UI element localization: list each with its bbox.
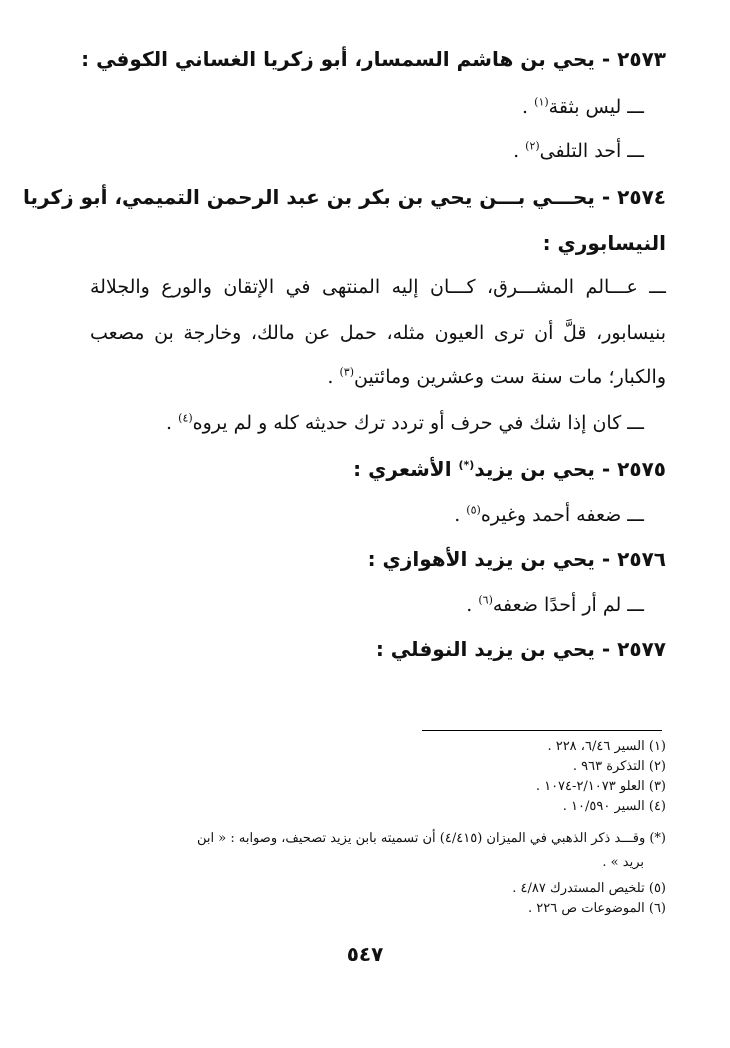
entry-2577-heading: ٢٥٧٧ - يحي بن يزيد النوفلي : — [375, 637, 666, 661]
entry-2576-line-1 — [90, 590, 644, 620]
entry-2575-line-1-end: . — [454, 504, 467, 526]
entry-2574-heading-line-1: ٢٥٧٤ - يحـــي بـــن يحي بن بكر بن عبد الرحمن التميمي، أبو زكريا — [23, 185, 666, 209]
entry-2575-line-1 — [90, 500, 644, 530]
footnote-ref-6: (٦) — [478, 593, 493, 607]
footnote-5: (٥) تلخيص المستدرك ٤/٨٧ . — [512, 881, 666, 896]
footnote-ref-1: (١) — [534, 95, 549, 109]
entry-2576-line-1-text: ـــ لم أر أحدًا ضعفه — [492, 594, 644, 616]
footnote-4: (٤) السير ١٠/٥٩٠ . — [562, 799, 666, 814]
footnote-ref-4: (٤) — [178, 411, 193, 425]
footnote-6: (٦) الموضوعات ص ٢٢٦ . — [528, 901, 666, 916]
entry-2574-para-1-line-3-text: والكبار؛ مات سنة ست وعشرين ومائتين — [354, 366, 666, 388]
page-number: ٥٤٧ — [346, 942, 384, 966]
entry-2574-para-2-end: . — [166, 412, 179, 434]
entry-2575-line-1-text: ـــ ضعفه أحمد وغيره — [480, 504, 644, 526]
entry-2576-heading: ٢٥٧٦ - يحي بن يزيد الأهوازي : — [367, 547, 666, 571]
footnote-star-line-1: (*) وقـــد ذكر الذهبي في الميزان (٤/٤١٥) أن تسميته بابن يزيد تصحيف، وصوابه : « ابن — [197, 831, 666, 846]
entry-2574-para-1-line-1: ـــ عـــالم المشـــرق، كـــان إليه المنتهى في الإتقان والورع والجلالة — [90, 276, 666, 298]
entry-2575-heading-rest: الأشعري : — [353, 457, 459, 481]
entry-2574-para-1-end: . — [327, 366, 340, 388]
footnote-ref-star: (*) — [458, 458, 475, 472]
entry-2574-para-1-line-2: بنيسابور، قلَّ أن ترى العيون مثله، حمل عن مالك، وخارجة بن مصعب — [90, 322, 666, 344]
entry-2573-line-1 — [90, 92, 644, 122]
footnote-star-line-2: بريد » . — [602, 855, 644, 870]
footnote-2: (٢) التذكرة ٩٦٣ . — [572, 759, 666, 774]
entry-2574-heading-line-2: النيسابوري : — [542, 231, 666, 255]
entry-2573-line-2 — [90, 136, 644, 166]
footnote-1: (١) السير ٦/٤٦، ٢٢٨ . — [547, 739, 666, 754]
footnote-ref-3: (٣) — [339, 365, 354, 379]
entry-2573-line-1-text: ـــ ليس بثقة — [548, 96, 644, 118]
footnote-ref-2: (٢) — [525, 139, 540, 153]
footnote-3: (٣) العلو ٢/١٠٧٣-١٠٧٤ . — [535, 779, 666, 794]
entry-2575-heading-text: ٢٥٧٥ - يحي بن يزيد — [474, 457, 666, 481]
entry-2574-para-2-text: ـــ كان إذا شك في حرف أو تردد ترك حديثه كله و لم يروه — [192, 412, 644, 434]
entry-2573-line-2-text: ـــ أحد التلفى — [539, 140, 644, 162]
entry-2575-heading — [90, 454, 666, 484]
entry-2573-heading: ٢٥٧٣ - يحي بن هاشم السمسار، أبو زكريا الغساني الكوفي : — [81, 47, 666, 71]
entry-2576-line-1-end: . — [466, 594, 479, 616]
entry-2573-line-1-end: . — [522, 96, 535, 118]
entry-2573-line-2-end: . — [513, 140, 526, 162]
footnote-separator — [422, 730, 662, 731]
entry-2574-para-1-line-3 — [90, 362, 666, 392]
footnote-ref-5: (٥) — [466, 503, 481, 517]
entry-2574-para-2 — [90, 408, 644, 438]
